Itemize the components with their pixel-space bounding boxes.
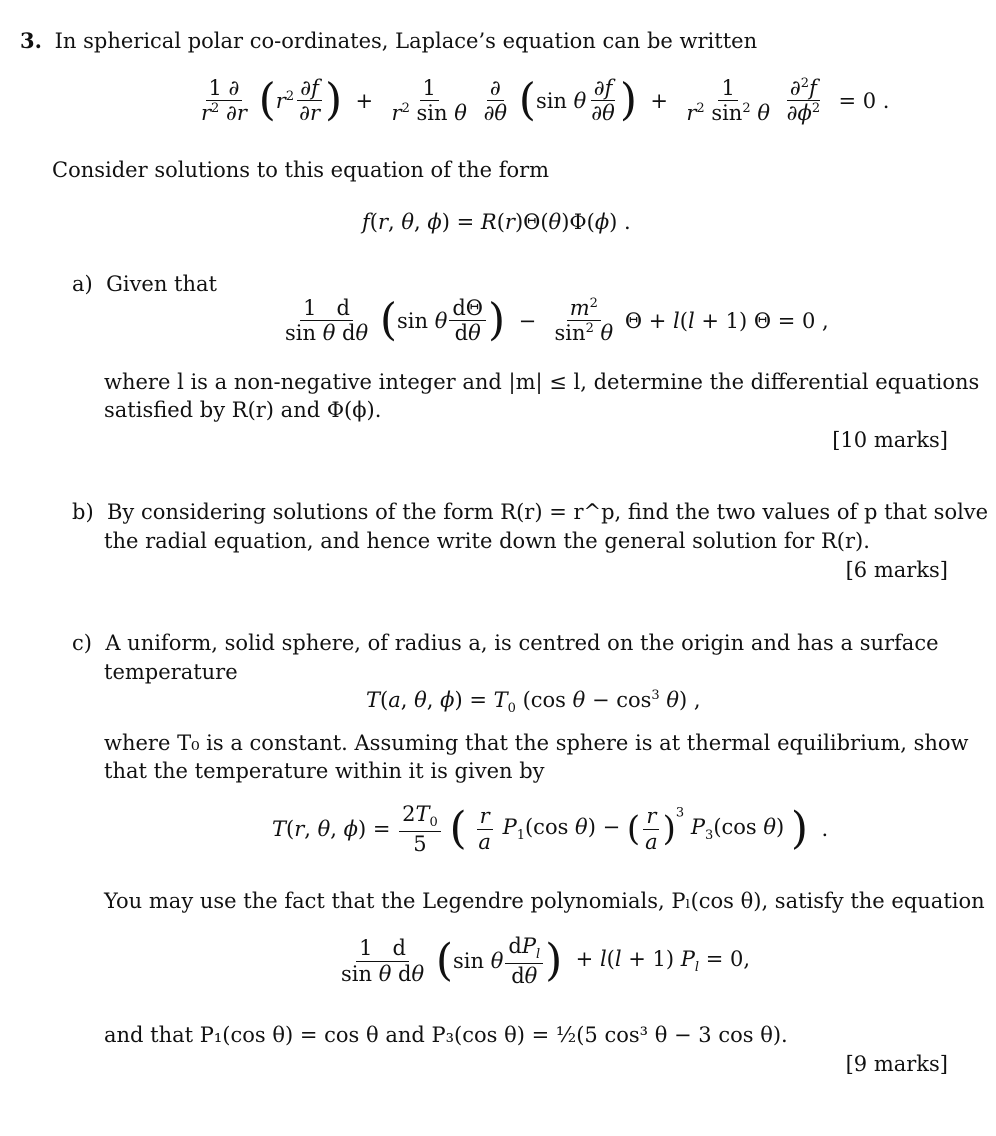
part-c-line-1: c) A uniform, solid sphere, of radius a, is centred on the origin and has a surface (72, 631, 939, 655)
surface-temperature-equation: T(a, θ, $\phi) = T_0$ (cos $\theta - \cos^3 \theta$) , (366, 688, 701, 717)
part-a-label: a) Given that (72, 272, 217, 296)
part-b-line-1: b) By considering solutions of the form R(r) = r^p, find the two values of p that solve (72, 500, 989, 524)
part-a-marks: [10 marks] (832, 428, 948, 452)
theta-equation: $\frac{1 d}{\text{sin θ dθ}}$ (sin θ $\frac{d\Theta}{d\theta}$ ) − $\frac{m^2}{\sin^2 \theta}$ Θ + l(l + 1) Θ = 0 , (285, 294, 829, 346)
part-c-marks: [9 marks] (845, 1052, 948, 1076)
part-c-line-3: where T₀ is a constant. Assuming that the sphere is at thermal equilibrium, show (104, 731, 969, 755)
separable-form-equation: f(r, θ, ϕ) = R(r)Θ(θ)Φ(ϕ) . (362, 210, 631, 234)
question-header (20, 28, 757, 53)
part-a-text-1: where l is a non-negative integer and |m| ≤ l, determine the differential equations (104, 370, 980, 394)
part-b-marks: [6 marks] (845, 558, 948, 582)
part-c-line-6: and that P₁(cos θ) = cos θ and P₃(cos θ) = ½(5 cos³ θ − 3 cos θ). (104, 1023, 788, 1047)
question-intro: In spherical polar co-ordinates, Laplace’s equation can be written (54, 29, 758, 53)
part-c-line-4: that the temperature within it is given by (104, 759, 545, 783)
consider-text: Consider solutions to this equation of the form (52, 158, 550, 182)
temperature-solution-equation: T(r, θ, ϕ) = $\frac{2T_0}{5}$ ( $\frac{r}{a}$ $P_1(\cos$ θ) − ( $\frac{r}{a}$ )$^3$ $P_3(\cos$ θ) ) . (272, 802, 829, 857)
legendre-equation: $\frac{1 d}{\text{sin θ dθ}}$ (sin θ $\frac{dP_l}{d\theta}$ ) + l(l + 1) $P_l = 0$, (341, 934, 751, 989)
part-a-text-2: satisfied by R(r) and Φ(ϕ). (104, 398, 382, 422)
question-number: 3. (20, 28, 42, 53)
part-c-line-5: You may use the fact that the Legendre polynomials, Pₗ(cos θ), satisfy the equation (104, 889, 985, 913)
part-c-line-2: temperature (104, 660, 238, 684)
part-b-line-2: the radial equation, and hence write down the general solution for R(r). (104, 529, 870, 553)
laplace-equation: $\frac{1 \partial}{r^2 \partial r}$ ($r^2$ $\frac{\partial f}{\partial r}$ ) + $\frac{1}{r^2 \sin \theta}$ $\frac{\partial}{\partial\theta}$ (sin θ $\frac{\partial f}{\partial\theta}$ ) + $\frac{1}{r^2 \sin^2 \theta}$ $\frac{\partial^2f}{\partial\phi^2}$ = 0 . (201, 74, 890, 126)
